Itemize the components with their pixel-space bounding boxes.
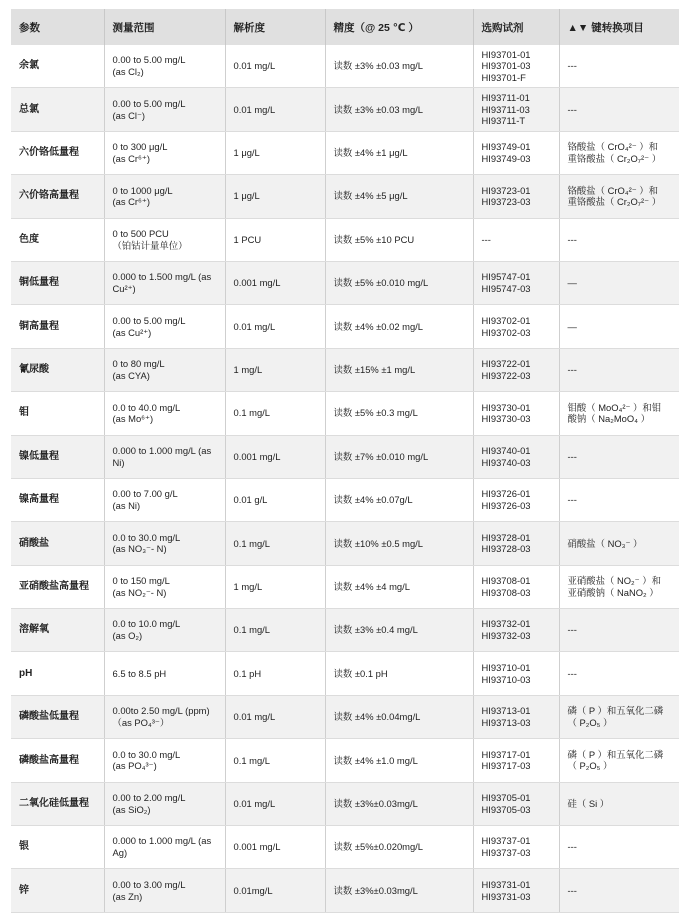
alt-items-cell-line: 酸钠（ Na₂MoO₄ ） [567,413,650,425]
param-cell: 铜低量程 [11,261,104,304]
range-cell [104,826,225,869]
range-cell [104,261,225,304]
accuracy-cell: 读数 ±15% ±1 mg/L [325,348,473,391]
reagent-cell-line: HI93701-03 [481,60,531,72]
header-reagents: 选购试剂 [473,9,559,45]
range-cell-line: (as PO₄³⁻) [112,760,157,772]
range-cell-line: 0.0 to 40.0 mg/L [112,401,181,413]
reagent-cell-line: HI93737-01 [481,835,531,847]
table-row [11,131,679,174]
range-cell [104,782,225,825]
param-cell: 溶解氧 [11,609,104,652]
range-cell [104,739,225,782]
header-range: 测量范围 [104,9,225,45]
accuracy-cell: 读数 ±5% ±0.3 mg/L [325,392,473,435]
resolution-cell: 0.01 mg/L [225,782,325,825]
reagent-cell-line: HI93731-01 [481,878,531,890]
resolution-cell: 0.1 mg/L [225,522,325,565]
range-cell-line: (as NO₃⁻- N) [112,543,167,555]
param-cell: 亚硝酸盐高量程 [11,565,104,608]
alt-items-cell [559,826,679,869]
param-cell: 锌 [11,869,104,912]
header-alt-items: ▲▼ 键转换项目 [559,9,679,45]
table-row [11,739,679,782]
range-cell [104,609,225,652]
spec-table [11,9,679,913]
param-cell: 色度 [11,218,104,261]
reagent-cell-line: HI93705-01 [481,792,531,804]
alt-items-cell [559,869,679,912]
range-cell-line: 0 to 80 mg/L [112,358,165,370]
reagent-cell-line: HI93730-03 [481,413,531,425]
alt-items-cell [559,609,679,652]
alt-items-cell [559,348,679,391]
range-cell [104,175,225,218]
range-cell-line: Ag) [112,847,128,859]
reagent-cell-line: HI93713-03 [481,717,531,729]
reagent-cell-line: HI93749-01 [481,141,531,153]
range-cell [104,522,225,565]
param-cell: 钼 [11,392,104,435]
table-row [11,435,679,478]
range-cell-line: 0.0 to 30.0 mg/L [112,531,181,543]
reagent-cell-line: --- [481,233,491,245]
reagent-cell-line: HI93717-01 [481,748,531,760]
accuracy-cell: 读数 ±10% ±0.5 mg/L [325,522,473,565]
resolution-cell: 0.1 mg/L [225,739,325,782]
alt-items-cell [559,45,679,88]
reagent-cell-line: HI93713-01 [481,705,531,717]
resolution-cell: 1 PCU [225,218,325,261]
param-cell: 磷酸盐高量程 [11,739,104,782]
reagent-cell-line: HI93726-03 [481,500,531,512]
reagent-cell-line: HI93701-F [481,72,526,84]
param-cell: 六价铬低量程 [11,131,104,174]
reagent-cell-line: HI93702-01 [481,314,531,326]
alt-items-cell [559,261,679,304]
accuracy-cell: 读数 ±4% ±1 μg/L [325,131,473,174]
table-row [11,565,679,608]
alt-items-cell-line: 钼酸（ MoO₄²⁻ ）和钼 [567,401,662,413]
alt-items-cell-line: --- [567,624,577,636]
alt-items-cell-line: 重铬酸盐（ Cr₂O₇²⁻ ） [567,196,662,208]
table-row [11,45,679,88]
resolution-cell: 0.1 mg/L [225,609,325,652]
alt-items-cell-line: 硅（ Si ） [567,797,610,809]
reagent-cell-line: HI93723-03 [481,196,531,208]
alt-items-cell [559,739,679,782]
accuracy-cell: 读数 ±3% ±0.03 mg/L [325,88,473,131]
alt-items-cell-line: 铬酸盐（ CrO₄²⁻ ）和 [567,184,659,196]
resolution-cell: 1 mg/L [225,565,325,608]
range-cell-line: 0 to 150 mg/L [112,575,170,587]
table-row [11,348,679,391]
table-row [11,88,679,131]
alt-items-cell [559,88,679,131]
range-cell [104,392,225,435]
range-cell [104,435,225,478]
resolution-cell: 0.01 mg/L [225,45,325,88]
param-cell: 镍高量程 [11,478,104,521]
range-cell-line: 0.00 to 2.00 mg/L [112,792,186,804]
alt-items-cell [559,392,679,435]
alt-items-cell-line: — [567,320,577,332]
range-cell-line: Ni) [112,456,125,468]
range-cell-line: 0.000 to 1.000 mg/L (as [112,444,212,456]
range-cell-line: (as O₂) [112,630,143,642]
resolution-cell: 0.01 g/L [225,478,325,521]
param-cell: 总氯 [11,88,104,131]
alt-items-cell-line: --- [567,233,577,245]
accuracy-cell: 读数 ±7% ±0.010 mg/L [325,435,473,478]
reagent-cell-line: HI93711-03 [481,103,530,115]
table-row [11,392,679,435]
range-cell-line: 0.00to 2.50 mg/L (ppm) [112,705,210,717]
range-cell-line: 0.00 to 5.00 mg/L [112,97,186,109]
alt-items-cell-line: 磷（ P ）和五氧化二磷 [567,748,664,760]
reagent-cell [473,522,559,565]
resolution-cell: 0.001 mg/L [225,826,325,869]
alt-items-cell-line: --- [567,450,577,462]
header-row [11,9,679,45]
alt-items-cell [559,782,679,825]
reagent-cell-line: HI93710-01 [481,661,531,673]
reagent-cell-line: HI93710-03 [481,673,531,685]
range-cell-line: (as SiO₂) [112,803,151,815]
alt-items-cell-line: 亚硝酸盐（ NO₂⁻ ）和 [567,575,661,587]
reagent-cell [473,175,559,218]
accuracy-cell: 读数 ±4% ±0.02 mg/L [325,305,473,348]
accuracy-cell: 读数 ±3%±0.03mg/L [325,869,473,912]
accuracy-cell: 读数 ±5% ±10 PCU [325,218,473,261]
alt-items-cell-line: --- [567,103,577,115]
reagent-cell-line: HI93705-03 [481,803,531,815]
range-cell-line: (as NO₂⁻- N) [112,586,167,598]
reagent-cell [473,261,559,304]
param-cell: 硝酸盐 [11,522,104,565]
range-cell [104,478,225,521]
reagent-cell [473,348,559,391]
range-cell [104,652,225,695]
range-cell-line: 0 to 1000 μg/L [112,184,173,196]
accuracy-cell: 读数 ±0.1 pH [325,652,473,695]
param-cell: 余氯 [11,45,104,88]
range-cell [104,88,225,131]
alt-items-cell [559,131,679,174]
range-cell-line: 0.00 to 7.00 g/L [112,488,178,500]
reagent-cell [473,652,559,695]
alt-items-cell [559,565,679,608]
reagent-cell [473,392,559,435]
reagent-cell [473,131,559,174]
reagent-cell [473,869,559,912]
reagent-cell-line: HI93737-03 [481,847,531,859]
header-accuracy: 精度（@ 25 ℃ ） [325,9,473,45]
param-cell: 银 [11,826,104,869]
reagent-cell-line: HI93728-01 [481,531,531,543]
reagent-cell [473,782,559,825]
range-cell-line: (as Mo⁶⁺) [112,413,154,425]
resolution-cell: 1 mg/L [225,348,325,391]
reagent-cell-line: HI93708-01 [481,575,531,587]
reagent-cell-line: HI93708-03 [481,586,531,598]
reagent-cell-line: HI93702-03 [481,326,531,338]
reagent-cell-line: HI95747-03 [481,283,531,295]
alt-items-cell-line: --- [567,494,577,506]
header-resolution: 解析度 [225,9,325,45]
table-row [11,305,679,348]
resolution-cell: 0.01 mg/L [225,305,325,348]
param-cell: 氰尿酸 [11,348,104,391]
range-cell-line: (as Cl₂) [112,66,144,78]
table-row [11,175,679,218]
reagent-cell [473,478,559,521]
range-cell [104,695,225,738]
reagent-cell-line: HI93731-03 [481,890,531,902]
range-cell [104,45,225,88]
alt-items-cell [559,695,679,738]
alt-items-cell-line: 硝酸盐（ NO₃⁻ ） [567,537,643,549]
range-cell-line: 0.00 to 5.00 mg/L [112,314,186,326]
reagent-cell-line: HI93717-03 [481,760,531,772]
resolution-cell: 0.01 mg/L [225,695,325,738]
range-cell [104,218,225,261]
reagent-cell-line: HI93732-01 [481,618,531,630]
table-header [11,9,679,45]
reagent-cell [473,609,559,652]
param-cell: 六价铬高量程 [11,175,104,218]
range-cell [104,565,225,608]
reagent-cell [473,565,559,608]
accuracy-cell: 读数 ±4% ±5 μg/L [325,175,473,218]
range-cell-line: 0.0 to 30.0 mg/L [112,748,181,760]
accuracy-cell: 读数 ±4% ±1.0 mg/L [325,739,473,782]
reagent-cell-line: HI93711-T [481,115,526,127]
alt-items-cell [559,435,679,478]
accuracy-cell: 读数 ±4% ±0.07g/L [325,478,473,521]
alt-items-cell-line: --- [567,364,577,376]
resolution-cell: 0.1 mg/L [225,392,325,435]
reagent-cell-line: HI93723-01 [481,184,531,196]
range-cell-line: (as Ni) [112,500,141,512]
range-cell-line: Cu²⁺) [112,283,136,295]
resolution-cell: 0.01mg/L [225,869,325,912]
alt-items-cell-line: --- [567,841,577,853]
param-cell: 二氧化硅低量程 [11,782,104,825]
range-cell-line: 0.0 to 10.0 mg/L [112,618,181,630]
resolution-cell: 0.1 pH [225,652,325,695]
reagent-cell-line: HI93740-03 [481,456,531,468]
reagent-cell-line: HI93722-03 [481,369,531,381]
table-row [11,826,679,869]
range-cell [104,869,225,912]
table-row [11,695,679,738]
table-row [11,261,679,304]
table-row [11,522,679,565]
accuracy-cell: 读数 ±4% ±4 mg/L [325,565,473,608]
range-cell-line: (as Cr⁶⁺) [112,196,150,208]
table-body [11,45,679,912]
range-cell [104,348,225,391]
reagent-cell-line: HI93749-03 [481,152,531,164]
range-cell-line: 0.00 to 3.00 mg/L [112,878,186,890]
alt-items-cell-line: --- [567,884,577,896]
range-cell-line: 0.000 to 1.500 mg/L (as [112,271,212,283]
alt-items-cell-line: --- [567,667,577,679]
reagent-cell [473,305,559,348]
reagent-cell [473,435,559,478]
accuracy-cell: 读数 ±4% ±0.04mg/L [325,695,473,738]
reagent-cell [473,88,559,131]
alt-items-cell-line: — [567,277,577,289]
alt-items-cell-line: （ P₂O₅ ） [567,717,613,729]
alt-items-cell [559,218,679,261]
range-cell-line: 6.5 to 8.5 pH [112,667,167,679]
reagent-cell-line: HI93726-01 [481,488,531,500]
alt-items-cell-line: （ P₂O₅ ） [567,760,613,772]
reagent-cell-line: HI93732-03 [481,630,531,642]
range-cell-line: （铂钴计量单位） [112,239,188,251]
alt-items-cell [559,522,679,565]
alt-items-cell [559,305,679,348]
resolution-cell: 0.01 mg/L [225,88,325,131]
accuracy-cell: 读数 ±3%±0.03mg/L [325,782,473,825]
alt-items-cell [559,652,679,695]
reagent-cell-line: HI95747-01 [481,271,531,283]
header-param: 参数 [11,9,104,45]
alt-items-cell [559,478,679,521]
range-cell-line: 0 to 500 PCU [112,227,169,239]
alt-items-cell-line: 铬酸盐（ CrO₄²⁻ ）和 [567,141,659,153]
accuracy-cell: 读数 ±5% ±0.010 mg/L [325,261,473,304]
range-cell-line: (as Zn) [112,890,143,902]
range-cell-line: 0 to 300 μg/L [112,141,168,153]
reagent-cell-line: HI93740-01 [481,444,531,456]
reagent-cell [473,826,559,869]
range-cell [104,305,225,348]
reagent-cell [473,218,559,261]
table-row [11,218,679,261]
accuracy-cell: 读数 ±5%±0.020mg/L [325,826,473,869]
reagent-cell-line: HI93701-01 [481,48,531,60]
resolution-cell: 1 μg/L [225,131,325,174]
resolution-cell: 1 μg/L [225,175,325,218]
resolution-cell: 0.001 mg/L [225,261,325,304]
reagent-cell-line: HI93730-01 [481,401,531,413]
range-cell-line: (as CYA) [112,369,150,381]
range-cell-line: (as Cu²⁺) [112,326,152,338]
accuracy-cell: 读数 ±3% ±0.4 mg/L [325,609,473,652]
param-cell: 铜高量程 [11,305,104,348]
reagent-cell [473,45,559,88]
alt-items-cell [559,175,679,218]
range-cell-line: （as PO₄³⁻） [112,717,170,729]
resolution-cell: 0.001 mg/L [225,435,325,478]
alt-items-cell-line: --- [567,60,577,72]
table-row [11,478,679,521]
accuracy-cell: 读数 ±3% ±0.03 mg/L [325,45,473,88]
alt-items-cell-line: 磷（ P ）和五氧化二磷 [567,705,664,717]
reagent-cell-line: HI93711-01 [481,91,530,103]
range-cell-line: 0.000 to 1.000 mg/L (as [112,835,212,847]
table-row [11,609,679,652]
table-row [11,782,679,825]
range-cell-line: 0.00 to 5.00 mg/L [112,54,186,66]
reagent-cell-line: HI93722-01 [481,358,531,370]
table-row [11,869,679,912]
param-cell: 镍低量程 [11,435,104,478]
param-cell: 磷酸盐低量程 [11,695,104,738]
reagent-cell-line: HI93728-03 [481,543,531,555]
reagent-cell [473,739,559,782]
alt-items-cell-line: 亚硝酸钠（ NaNO₂ ） [567,586,659,598]
range-cell-line: (as Cl⁻) [112,109,146,121]
table-row [11,652,679,695]
range-cell [104,131,225,174]
reagent-cell [473,695,559,738]
param-cell: pH [11,652,104,695]
range-cell-line: (as Cr⁶⁺) [112,152,150,164]
alt-items-cell-line: 重铬酸盐（ Cr₂O₇²⁻ ） [567,152,662,164]
